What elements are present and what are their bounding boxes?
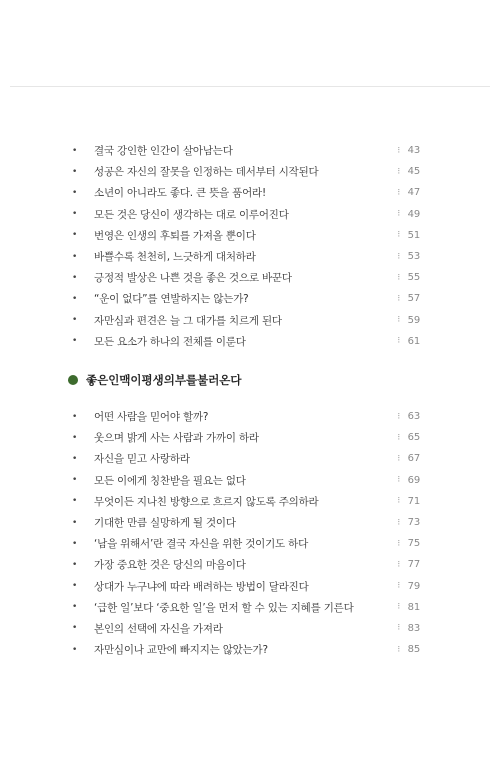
- entry-title: 성공은 자신의 잘못을 인정하는 데서부터 시작된다: [94, 166, 319, 179]
- page-number: 75: [407, 538, 420, 550]
- entry-title: 모든 요소가 하나의 전체를 이룬다: [94, 335, 246, 348]
- toc-entry[interactable]: [72, 554, 420, 575]
- bullet-icon: •: [72, 559, 78, 570]
- toc-entry[interactable]: [72, 639, 420, 660]
- page-number: 63: [407, 411, 420, 423]
- bullet-icon: •: [72, 411, 78, 422]
- toc-entry[interactable]: [72, 288, 420, 309]
- bullet-icon: •: [72, 336, 78, 347]
- page-number: 71: [407, 495, 420, 507]
- bullet-icon: •: [72, 187, 78, 198]
- toc-list-part1: [72, 140, 420, 352]
- toc-entry[interactable]: [72, 470, 420, 491]
- page-number: 55: [407, 272, 420, 284]
- bullet-icon: •: [72, 581, 78, 592]
- page-separator: ⁝: [397, 432, 400, 443]
- bullet-icon: •: [72, 230, 78, 241]
- page-separator: ⁝: [397, 559, 400, 570]
- entry-title: 웃으며 밝게 사는 사람과 가까이 하라: [94, 432, 259, 445]
- bullet-icon: •: [72, 644, 78, 655]
- entry-title: “운이 없다”를 연발하지는 않는가?: [94, 293, 249, 306]
- toc-entry[interactable]: [72, 246, 420, 267]
- toc-entry[interactable]: [72, 597, 420, 618]
- page-number: 85: [407, 644, 420, 656]
- page-separator: ⁝: [397, 272, 400, 283]
- toc-entry[interactable]: [72, 618, 420, 639]
- bullet-icon: •: [72, 453, 78, 464]
- bullet-icon: •: [72, 623, 78, 634]
- page-separator: ⁝: [397, 187, 400, 198]
- toc-entry[interactable]: [72, 182, 420, 203]
- bullet-icon: •: [72, 602, 78, 613]
- entry-title: 긍정적 발상은 나쁜 것을 좋은 것으로 바꾼다: [94, 272, 292, 285]
- page-separator: ⁝: [397, 475, 400, 486]
- page-number: 83: [407, 622, 420, 634]
- section-title: 좋은인맥이평생의부를불러온다: [86, 373, 242, 387]
- page-number: 49: [407, 208, 420, 220]
- page-number: 59: [407, 314, 420, 326]
- page-separator: ⁝: [397, 517, 400, 528]
- page-number: 67: [407, 453, 420, 465]
- page-number: 61: [407, 335, 420, 347]
- page-number: 43: [407, 145, 420, 157]
- page-separator: ⁝: [397, 336, 400, 347]
- page-separator: ⁝: [397, 315, 400, 326]
- bullet-icon: •: [72, 145, 78, 156]
- page-separator: ⁝: [397, 209, 400, 220]
- toc-entry[interactable]: [72, 427, 420, 448]
- toc-entry[interactable]: [72, 204, 420, 225]
- entry-title: 어떤 사람을 믿어야 할까?: [94, 411, 209, 424]
- page-separator: ⁝: [397, 293, 400, 304]
- page-separator: ⁝: [397, 644, 400, 655]
- page-number: 73: [407, 517, 420, 529]
- page-separator: ⁝: [397, 496, 400, 507]
- entry-title: 모든 것은 당신이 생각하는 대로 이루어진다: [94, 208, 289, 221]
- entry-title: 자만심과 편견은 늘 그 대가를 치르게 된다: [94, 314, 282, 327]
- bullet-icon: •: [72, 496, 78, 507]
- entry-title: ‘남을 위해서’란 결국 자신을 위한 것이기도 하다: [94, 538, 309, 551]
- page-number: 79: [407, 580, 420, 592]
- toc-list-part2: [72, 406, 420, 660]
- page-separator: ⁝: [397, 166, 400, 177]
- bullet-icon: •: [72, 432, 78, 443]
- page-separator: ⁝: [397, 602, 400, 613]
- entry-title: 번영은 인생의 후퇴를 가져올 뿐이다: [94, 229, 256, 242]
- toc-entry[interactable]: [72, 448, 420, 469]
- page-separator: ⁝: [397, 145, 400, 156]
- entry-title: 자만심이나 교만에 빠지지는 않았는가?: [94, 644, 268, 657]
- page-number: 47: [407, 187, 420, 199]
- entry-title: 본인의 선택에 자신을 가져라: [94, 622, 223, 635]
- entry-title: 자신을 믿고 사랑하라: [94, 453, 190, 466]
- bullet-icon: •: [72, 293, 78, 304]
- top-divider: [10, 86, 490, 87]
- bullet-icon: •: [72, 315, 78, 326]
- section-heading: [68, 372, 242, 388]
- page-separator: ⁝: [397, 453, 400, 464]
- bullet-icon: •: [72, 272, 78, 283]
- toc-entry[interactable]: [72, 512, 420, 533]
- toc-entry[interactable]: [72, 576, 420, 597]
- bullet-icon: •: [72, 166, 78, 177]
- page-number: 81: [407, 601, 420, 613]
- bullet-icon: •: [72, 475, 78, 486]
- entry-title: 결국 강인한 인간이 살아남는다: [94, 145, 233, 158]
- toc-entry[interactable]: [72, 406, 420, 427]
- page-number: 57: [407, 293, 420, 305]
- page-number: 45: [407, 166, 420, 178]
- bullet-icon: •: [72, 209, 78, 220]
- page-separator: ⁝: [397, 538, 400, 549]
- bullet-icon: •: [72, 251, 78, 262]
- toc-entry[interactable]: [72, 140, 420, 161]
- toc-entry[interactable]: [72, 310, 420, 331]
- entry-title: 모든 이에게 칭찬받을 필요는 없다: [94, 474, 246, 487]
- entry-title: 상대가 누구냐에 따라 배려하는 방법이 달라진다: [94, 580, 309, 593]
- entry-title: 기대한 만큼 실망하게 될 것이다: [94, 517, 236, 530]
- bullet-icon: •: [72, 538, 78, 549]
- toc-entry[interactable]: [72, 491, 420, 512]
- page-separator: ⁝: [397, 251, 400, 262]
- bullet-icon: •: [72, 517, 78, 528]
- toc-entry[interactable]: [72, 533, 420, 554]
- page-number: 65: [407, 432, 420, 444]
- page-separator: ⁝: [397, 581, 400, 592]
- page-separator: ⁝: [397, 230, 400, 241]
- toc-entry[interactable]: [72, 225, 420, 246]
- entry-title: 무엇이든 지나친 방향으로 흐르지 않도록 주의하라: [94, 495, 319, 508]
- page-number: 69: [407, 474, 420, 486]
- toc-entry[interactable]: [72, 267, 420, 288]
- page-number: 77: [407, 559, 420, 571]
- entry-title: ‘급한 일’보다 ‘중요한 일’을 먼저 할 수 있는 지혜를 기른다: [94, 601, 354, 614]
- entry-title: 가장 중요한 것은 당신의 마음이다: [94, 559, 246, 572]
- entry-title: 소년이 아니라도 좋다. 큰 뜻을 품어라!: [94, 187, 266, 200]
- entry-title: 바쁠수록 천천히, 느긋하게 대처하라: [94, 251, 256, 264]
- green-dot-icon: [68, 375, 78, 385]
- page-separator: ⁝: [397, 623, 400, 634]
- page-number: 53: [407, 251, 420, 263]
- toc-entry[interactable]: [72, 331, 420, 352]
- page-separator: ⁝: [397, 411, 400, 422]
- toc-entry[interactable]: [72, 161, 420, 182]
- page-number: 51: [407, 229, 420, 241]
